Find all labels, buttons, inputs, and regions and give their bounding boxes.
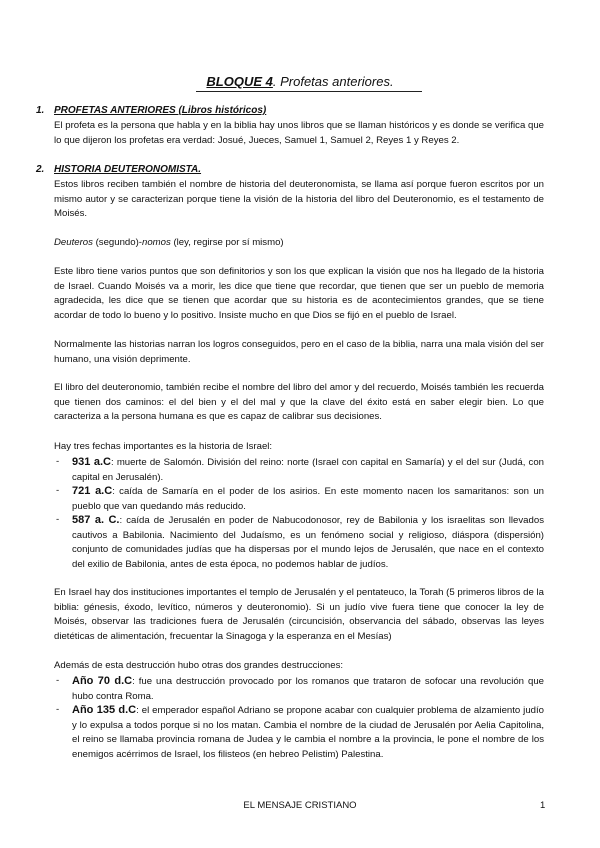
date-label: 587 a. C.: [72, 514, 120, 526]
etym-deuteros: Deuteros: [54, 237, 93, 248]
list-item: [56, 484, 544, 514]
etym-ley: (ley, regirse por sí mismo): [170, 237, 284, 248]
page-title: [0, 74, 600, 89]
date-text: : fue una destrucción provocado por los romanos que trataron de sofocar una revolución que hubo contra Roma.: [72, 676, 544, 702]
date-text: : caída de Samaría en el poder de los asirios. En este momento nacen los samaritanos: son un pueblo que van quedando más reducido.: [72, 486, 544, 512]
section-2-title: HISTORIA DEUTERONOMISTA.: [54, 164, 202, 175]
dates-intro: Hay tres fechas importantes es la historia de Israel:: [54, 441, 273, 452]
title-underline: [196, 91, 422, 92]
etymology-line: [54, 236, 544, 251]
date-label: 931 a.C: [72, 456, 112, 468]
section-2-heading: [36, 164, 201, 175]
section-2-paragraph-2: Este libro tiene varios puntos que son definitorios y son los que explican la visión que nos ha llegado de la historia de Israel. Cuando Moisés va a morir, les dice que tiene que recordar, que tienen que ser un pueblo de memoria agradecida, les dice que se tienen que acordar que su historia es de acontecimientos grandes, que se tiene acordar de todo lo bueno y lo positivo. Insiste mucho en que Dios se fijó en el pueblo de Israel.: [54, 266, 544, 321]
list-item: [56, 455, 545, 485]
date-label: Año 70 d.C: [72, 675, 133, 687]
section-2-number: 2.: [36, 164, 45, 175]
date-text: : el emperador español Adriano se propone acabar con cualquier problema de alzamiento judío y lo expulsa a todos porque si no los matan. Cambia el nombre de la ciudad de Jerusalén por Aelia Capitolina, el reino se llamaba provincia romana de Judea y le cambia el nombre a la provincia, le pone el nombre de los enemigos acérrimos de Israel, los filisteos (en hebreo Pelistim) Palestina.: [72, 705, 544, 760]
date-text: : caída de Jerusalén en poder de Nabucodonosor, rey de Babilonia y los israelitas son llevados cautivos a Babilonia. Nacimiento del Judaísmo, es un fenómeno social y religioso, diáspora (dispersión) conjunto de comunidades judías que ha dispersas por el mundo lejos de Jerusalén, que nace en el contexto del exilio de Babilonia, antes de esta época, no podemos hablar de judíos.: [72, 515, 544, 570]
date-label: Año 135 d.C: [72, 704, 137, 716]
bullet-dash: -: [56, 675, 60, 686]
title-bold: BLOQUE 4: [206, 74, 273, 89]
section-2-paragraph-5: En Israel hay dos instituciones importantes el templo de Jerusalén y el pentateuco, la Torah (5 primeros libros de la biblia: génesis, éxodo, levítico, números y deuteronomio). Si un judío vive fuera tiene que conocer la ley de Moisés, observar las tradiciones fuera de Jerusalén (circuncisión, observancia del sábado, observas las leyes dietéticas de alimentación, frecuentar la Sinagoga y la esperanza en el Mesías): [54, 587, 544, 642]
section-1-text: El profeta es la persona que habla y en la biblia hay unos libros que se llaman históricos y es donde se verifica que lo que dijeron los profetas era verdad: Josué, Jueces, Samuel 1, Samuel 2, Reyes 1 y Reyes 2.: [54, 120, 544, 146]
section-1-title: PROFETAS ANTERIORES (Libros históricos): [54, 105, 267, 116]
list-item: [56, 703, 544, 762]
etym-nomos: nomos: [142, 237, 171, 248]
bullet-dash: -: [56, 485, 60, 496]
bullet-dash: -: [56, 704, 60, 715]
section-2-paragraph-1: Estos libros reciben también el nombre de historia del deuteronomista, se llama así porque fueron escritos por un mismo autor y se caracterizan porque tiene la visión de la historia del libro del Deuteronomio, es el testamento de Moisés.: [54, 179, 544, 219]
bullet-dash: -: [56, 456, 60, 467]
section-1-heading: [36, 105, 266, 116]
section-2-paragraph-3: Normalmente las historias narran los logros conseguidos, pero en el caso de la biblia, narra una mala visión del ser humano, una visión deprimente.: [54, 339, 544, 365]
date-label: 721 a.C: [72, 485, 113, 497]
page-number: 1: [540, 800, 546, 811]
section-1-number: 1.: [36, 105, 45, 116]
footer-label: EL MENSAJE CRISTIANO: [243, 800, 357, 811]
title-rest: . Profetas anteriores.: [272, 74, 394, 89]
destructions-intro: Además de esta destrucción hubo otras dos grandes destrucciones:: [54, 660, 344, 671]
etym-segundo: (segundo)-: [92, 237, 142, 248]
list-item: [56, 513, 544, 572]
list-item: [56, 674, 544, 704]
section-2-paragraph-4: El libro del deuteronomio, también recibe el nombre del libro del amor y del recuerdo, Moisés también les recuerda que tienen dos caminos: el del bien y el del mal y que la clave del éxito está en saber elegir bien. Lo que caracteriza a la persona humana es que es capaz de calibrar sus decisiones.: [54, 382, 544, 422]
date-text: : muerte de Salomón. División del reino: norte (Israel con capital en Samaría) y el del sur (Judá, con capital en Jerusalén).: [72, 457, 545, 483]
bullet-dash: -: [56, 514, 60, 525]
